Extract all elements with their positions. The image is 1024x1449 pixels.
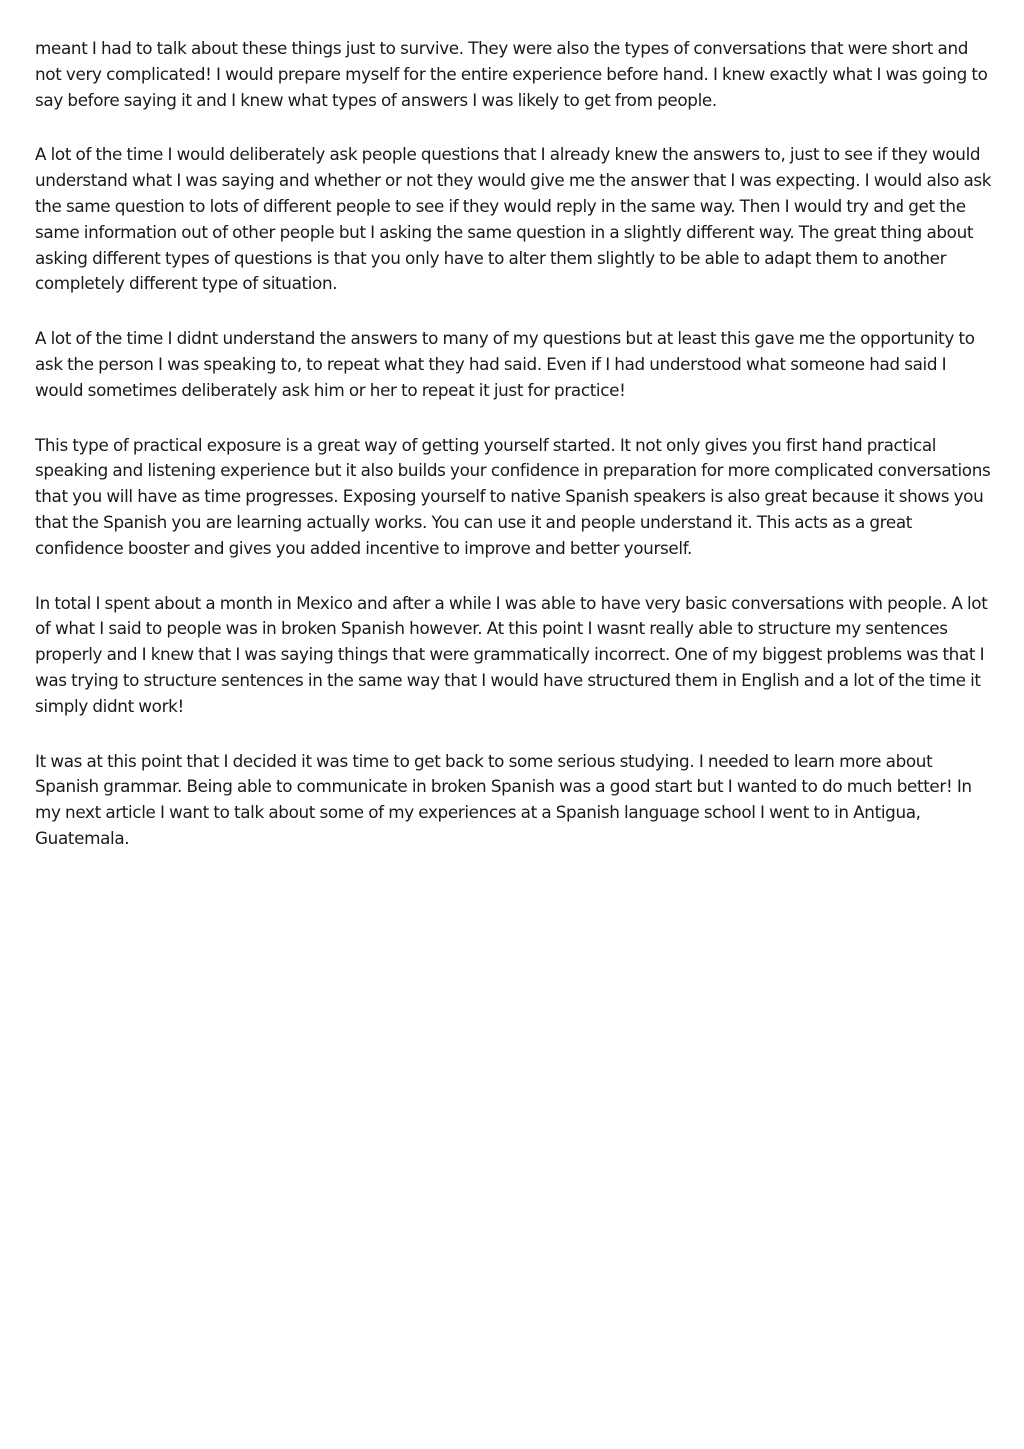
paragraph-6: It was at this point that I decided it was time to get back to some serious studying. I needed to learn more about Spanish grammar. Being able to communicate in broken Spanish was a good start but I wanted to do much better! In my next article I want to talk about some of my experiences at a Spanish language school I went to in Antigua, Guatemala.: [35, 750, 972, 848]
paragraph-4: This type of practical exposure is a great way of getting yourself started. It not only gives you first hand practical speaking and listening experience but it also builds your confidence in preparation for more complicated conversations that you will have as time progresses. Exposing yourself to native Spanish speakers is also great because it shows you that the Spanish you are learning actually works. You can use it and people understand it. This acts as a great confidence booster and gives you added incentive to improve and better yourself.: [35, 434, 991, 558]
paragraph-5: In total I spent about a month in Mexico and after a while I was able to have very basic conversations with people. A lot of what I said to people was in broken Spanish however. At this point I wasnt really able to structure my sentences properly and I knew that I was saying things that were grammatically incorrect. One of my biggest problems was that I was trying to structure sentences in the same way that I would have structured them in English and a lot of the time it simply didnt work!: [35, 592, 988, 716]
paragraph-3: A lot of the time I didnt understand the answers to many of my questions but at least this gave me the opportunity to ask the person I was speaking to, to repeat what they had said. Even if I had understood what someone had said I would sometimes deliberately ask him or her to repeat it just for practice!: [35, 328, 975, 400]
paragraph-1: meant I had to talk about these things just to survive. They were also the types of conversations that were short and not very complicated! I would prepare myself for the entire experience before hand. I knew exactly what I was going to say before saying it and I knew what types of answers I was likely to get from people.: [35, 38, 988, 110]
document-page: [35, 36, 995, 881]
paragraph-2: A lot of the time I would deliberately ask people questions that I already knew the answers to, just to see if they would understand what I was saying and whether or not they would give me the answer that I was expecting. I would also ask the same question to lots of different people to see if they would reply in the same way. Then I would try and get the same information out of other people but I asking the same question in a slightly different way. The great thing about asking different types of questions is that you only have to alter them slightly to be able to adapt them to another completely different type of situation.: [35, 144, 992, 294]
